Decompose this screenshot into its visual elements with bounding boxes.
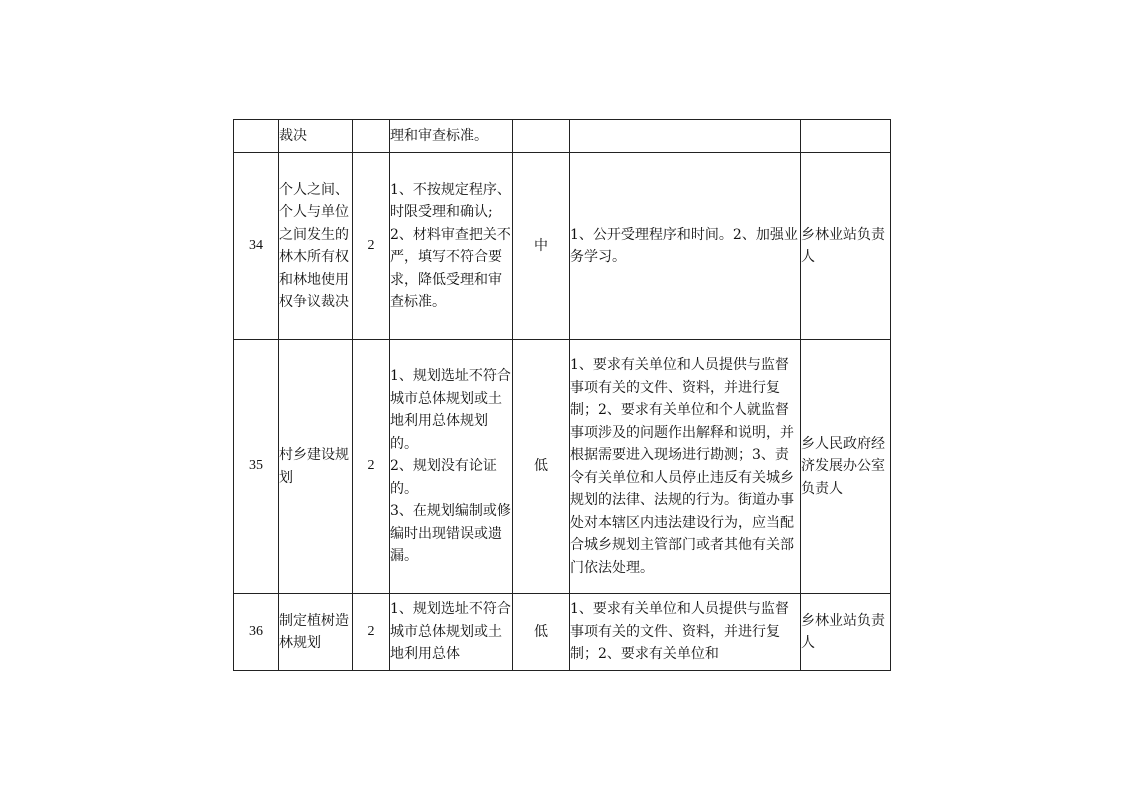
prevention-measures xyxy=(570,120,801,153)
row-number: 36 xyxy=(234,594,279,671)
risk-level: 2 xyxy=(353,340,390,594)
item-name: 裁决 xyxy=(279,120,353,153)
risk-table xyxy=(233,119,891,671)
risk-point: 2、规划没有论证的。 xyxy=(390,458,497,497)
risk-point: 1、规划选址不符合城市总体规划或土地利用总体规划的。 xyxy=(390,368,511,452)
table-row xyxy=(234,120,891,153)
table-row xyxy=(234,594,891,671)
row-number: 34 xyxy=(234,153,279,340)
risk-point: 3、在规划编制或修编时出现错误或遗漏。 xyxy=(390,503,511,565)
risk-level xyxy=(353,120,390,153)
risk-point: 1、不按规定程序、时限受理和确认; xyxy=(390,181,511,220)
risk-points xyxy=(390,153,513,340)
risk-rating: 中 xyxy=(513,153,570,340)
prevention-measures: 1、公开受理程序和时间。2、加强业务学习。 xyxy=(570,153,801,340)
responsible-person: 乡人民政府经济发展办公室负责人 xyxy=(801,340,891,594)
table-row xyxy=(234,340,891,594)
risk-rating: 低 xyxy=(513,340,570,594)
risk-point: 理和审查标准。 xyxy=(390,127,488,144)
item-name: 村乡建设规划 xyxy=(279,340,353,594)
risk-points xyxy=(390,594,513,671)
table-row xyxy=(234,153,891,340)
responsible-person: 乡林业站负责人 xyxy=(801,153,891,340)
risk-point: 1、规划选址不符合城市总体规划或土地利用总体 xyxy=(390,601,511,663)
prevention-measures: 1、要求有关单位和人员提供与监督事项有关的文件、资料，并进行复制；2、要求有关单位和个人就监督事项涉及的问题作出解释和说明，并根据需要进入现场进行勘测；3、责令有关单位和人员停止违反有关城乡规划的法律、法规的行为。街道办事处对本辖区内违法建设行为，应当配合城乡规划主管部门或者其他有关部门依法处理。 xyxy=(570,340,801,594)
risk-level: 2 xyxy=(353,594,390,671)
risk-rating: 低 xyxy=(513,594,570,671)
responsible-person xyxy=(801,120,891,153)
risk-level: 2 xyxy=(353,153,390,340)
row-number: 35 xyxy=(234,340,279,594)
prevention-measures: 1、要求有关单位和人员提供与监督事项有关的文件、资料，并进行复制；2、要求有关单位和 xyxy=(570,594,801,671)
risk-points xyxy=(390,120,513,153)
risk-rating xyxy=(513,120,570,153)
item-name: 个人之间、个人与单位之间发生的林木所有权和林地使用权争议裁决 xyxy=(279,153,353,340)
risk-point: 2、材料审查把关不严，填写不符合要求，降低受理和审查标准。 xyxy=(390,226,511,310)
responsible-person: 乡林业站负责人 xyxy=(801,594,891,671)
risk-points xyxy=(390,340,513,594)
item-name: 制定植树造林规划 xyxy=(279,594,353,671)
row-number xyxy=(234,120,279,153)
